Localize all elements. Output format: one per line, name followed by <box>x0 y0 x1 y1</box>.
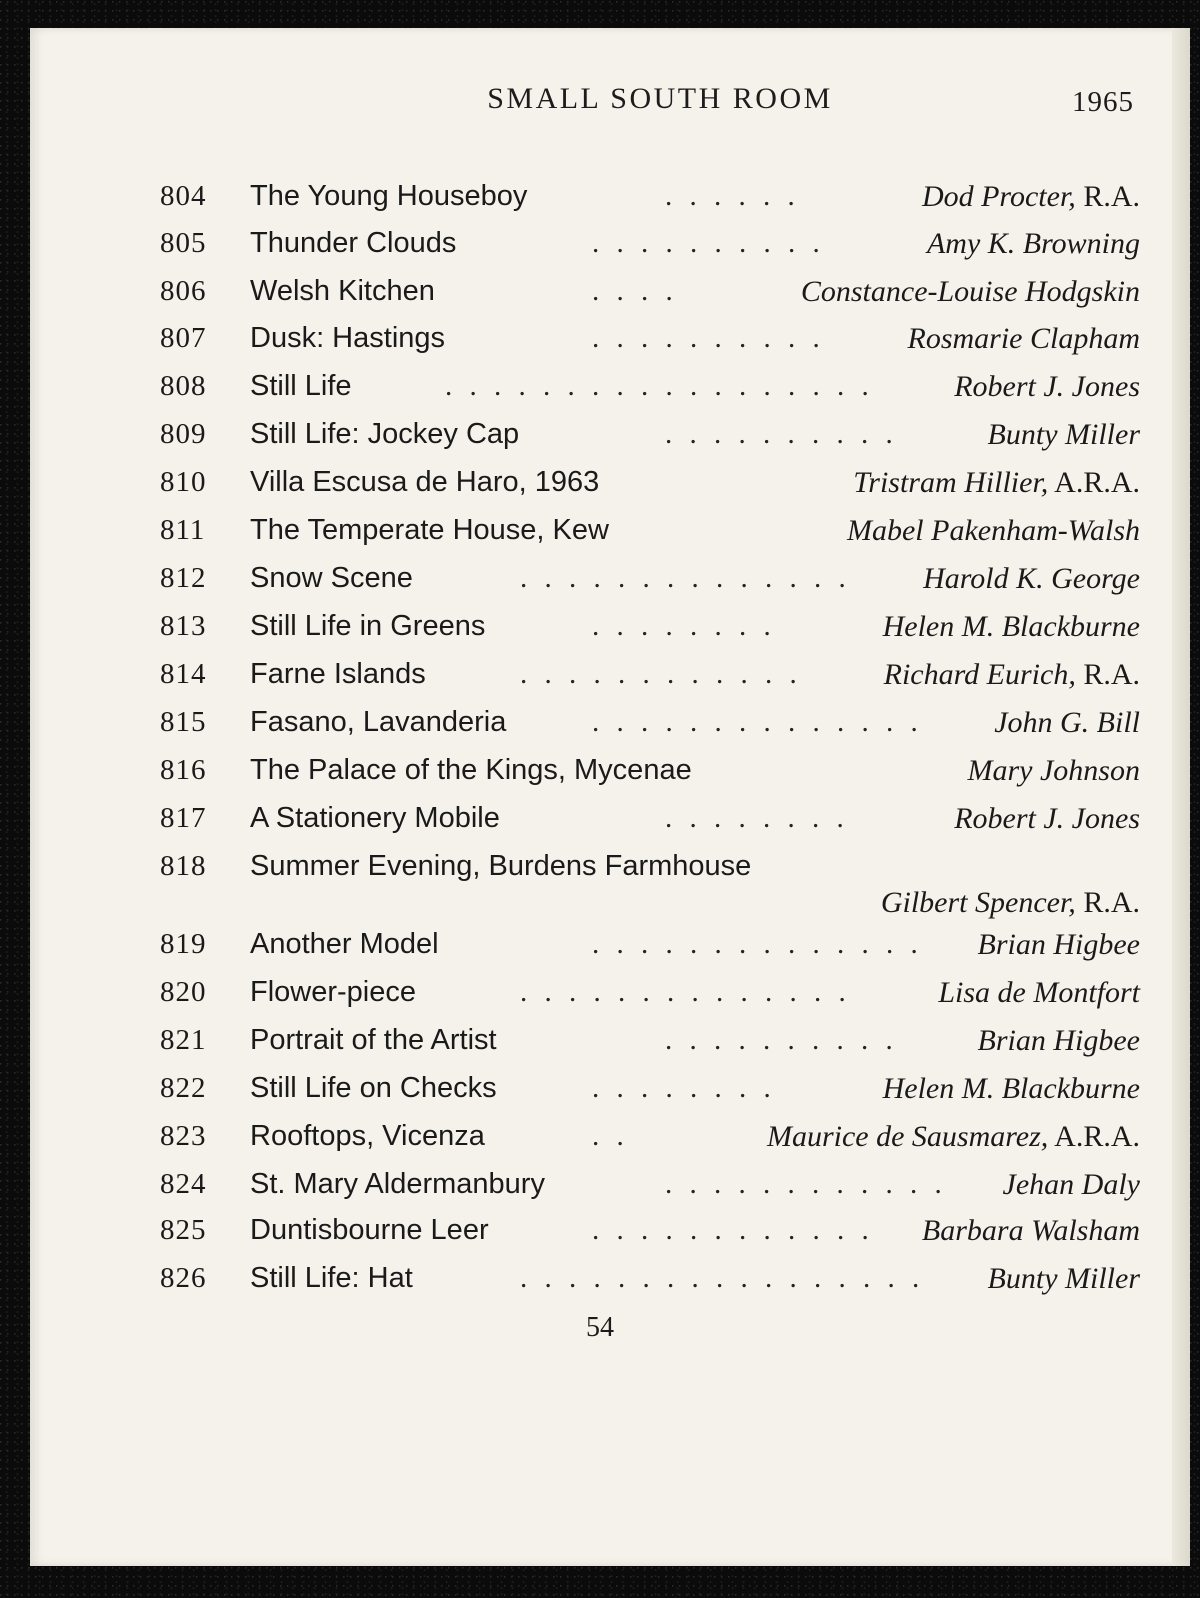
entry-number: 821 <box>160 1024 207 1056</box>
entry-artist <box>922 180 1140 214</box>
artist-name: Helen M. Blackburne <box>882 1072 1140 1105</box>
artist-honours: R.A. <box>1083 886 1140 919</box>
entry-artist <box>927 227 1140 261</box>
dot-leaders: . . . . . . <box>665 180 800 212</box>
dot-leaders: . . . . . . . . <box>592 1072 776 1104</box>
entry-title: Still Life <box>250 370 352 402</box>
artist-name: Bunty Miller <box>987 1262 1140 1295</box>
entry-number: 814 <box>160 658 207 690</box>
artist-name: Bunty Miller <box>987 418 1140 451</box>
dot-leaders: . . . . . . . . . . . . . . <box>592 928 923 960</box>
entry-title: St. Mary Aldermanbury <box>250 1168 545 1200</box>
entry-title: The Palace of the Kings, Mycenae <box>250 754 692 786</box>
entry-artist <box>853 466 1140 500</box>
entry-title: Dusk: Hastings <box>250 322 446 354</box>
dot-leaders: . . . . <box>592 275 678 307</box>
entry-number: 804 <box>160 180 207 212</box>
catalogue-entry <box>0 658 1200 698</box>
entry-number: 806 <box>160 275 207 307</box>
catalogue-entry <box>0 370 1200 410</box>
catalogue-entry <box>0 1214 1200 1254</box>
artist-name: Dod Procter, <box>921 180 1076 213</box>
entry-artist <box>1003 1168 1140 1202</box>
catalogue-entry <box>0 610 1200 650</box>
dot-leaders: . . . . . . . . <box>665 802 849 834</box>
entry-title: Still Life: Jockey Cap <box>250 418 520 450</box>
dot-leaders: . . . . . . . . . . . . . . . . . <box>520 1262 925 1294</box>
catalogue-entry <box>0 275 1200 315</box>
artist-name: Tristram Hillier, <box>853 466 1049 499</box>
artist-name: Brian Higbee <box>977 1024 1140 1057</box>
artist-name: Jehan Daly <box>1002 1168 1140 1201</box>
dot-leaders: . . <box>592 1120 629 1152</box>
running-head-room: SMALL SOUTH ROOM <box>487 82 833 115</box>
artist-honours: R.A. <box>1083 658 1140 691</box>
artist-honours: A.R.A. <box>1054 466 1140 499</box>
entry-number: 812 <box>160 562 207 594</box>
entry-title: Snow Scene <box>250 562 413 594</box>
artist-name: Robert J. Jones <box>954 802 1140 835</box>
entry-number: 815 <box>160 706 207 738</box>
catalogue-entry <box>0 322 1200 362</box>
catalogue-entry <box>0 754 1200 794</box>
catalogue-entry <box>0 562 1200 602</box>
entry-title: Flower-piece <box>250 976 416 1008</box>
entry-artist <box>978 928 1140 962</box>
entry-number: 822 <box>160 1072 207 1104</box>
entry-number: 816 <box>160 754 207 786</box>
catalogue-entry <box>0 976 1200 1016</box>
page-number: 54 <box>586 1312 614 1343</box>
artist-name: Gilbert Spencer, <box>880 886 1076 919</box>
catalogue-entry <box>0 1120 1200 1160</box>
dot-leaders: . . . . . . . . . . . . <box>520 658 802 690</box>
entry-number: 811 <box>160 514 206 546</box>
entry-title: Still Life on Checks <box>250 1072 497 1104</box>
entry-number: 805 <box>160 227 207 259</box>
entry-title: Another Model <box>250 928 439 960</box>
dot-leaders: . . . . . . . . . . . . <box>665 1168 947 1200</box>
entry-artist <box>988 1262 1140 1296</box>
catalogue-entry <box>0 706 1200 746</box>
entry-number: 810 <box>160 466 207 498</box>
entry-number: 807 <box>160 322 207 354</box>
entry-number: 826 <box>160 1262 207 1294</box>
dot-leaders: . . . . . . . . . . . . . . . . . . <box>445 370 874 402</box>
entry-title: Summer Evening, Burdens Farmhouse <box>250 850 752 882</box>
entry-artist <box>801 275 1140 309</box>
artist-name: John G. Bill <box>994 706 1140 739</box>
catalogue-entry <box>0 928 1200 968</box>
entry-artist <box>883 1072 1140 1106</box>
entry-artist <box>922 1214 1140 1248</box>
entry-title: Still Life in Greens <box>250 610 486 642</box>
catalogue-entry <box>0 1168 1200 1208</box>
entry-title: Welsh Kitchen <box>250 275 435 307</box>
entry-title: Portrait of the Artist <box>250 1024 497 1056</box>
entry-number: 809 <box>160 418 207 450</box>
dot-leaders: . . . . . . . . . . . . <box>592 1214 874 1246</box>
dot-leaders: . . . . . . . . . . . . . . <box>592 706 923 738</box>
entry-number: 823 <box>160 1120 207 1152</box>
artist-name: Mary Johnson <box>967 754 1140 787</box>
dot-leaders: . . . . . . . . . . <box>665 1024 898 1056</box>
dot-leaders: . . . . . . . . . . <box>665 418 898 450</box>
catalogue-entry <box>0 850 1200 919</box>
entry-number: 825 <box>160 1214 207 1246</box>
entry-number: 824 <box>160 1168 207 1200</box>
artist-name: Amy K. Browning <box>926 227 1140 260</box>
entry-number: 813 <box>160 610 207 642</box>
artist-name: Barbara Walsham <box>921 1214 1140 1247</box>
artist-honours: A.R.A. <box>1054 1120 1140 1153</box>
entry-artist <box>767 1120 1140 1154</box>
dot-leaders: . . . . . . . . . . <box>592 322 825 354</box>
entry-artist <box>968 754 1140 788</box>
entry-artist <box>847 514 1140 548</box>
entry-artist <box>908 322 1141 356</box>
entry-artist <box>954 370 1140 404</box>
artist-name: Mabel Pakenham-Walsh <box>847 514 1140 547</box>
entry-title: A Stationery Mobile <box>250 802 500 834</box>
running-head-year: 1965 <box>1072 86 1134 118</box>
entry-artist <box>954 802 1140 836</box>
entry-title: Farne Islands <box>250 658 426 690</box>
catalogue-entry <box>0 802 1200 842</box>
artist-name: Constance-Louise Hodgskin <box>800 275 1140 308</box>
catalogue-entry <box>0 418 1200 458</box>
entry-title: Villa Escusa de Haro, 1963 <box>250 466 600 498</box>
entry-title: Still Life: Hat <box>250 1262 413 1294</box>
artist-name: Helen M. Blackburne <box>882 610 1140 643</box>
entry-artist <box>938 976 1140 1010</box>
entry-title: Rooftops, Vicenza <box>250 1120 485 1152</box>
catalogue-entry <box>0 1262 1200 1302</box>
catalogue-entry <box>0 227 1200 267</box>
dot-leaders: . . . . . . . . . . <box>592 227 825 259</box>
entry-artist <box>883 610 1140 644</box>
entry-artist <box>988 418 1140 452</box>
catalogue-entry <box>0 466 1200 506</box>
artist-name: Lisa de Montfort <box>938 976 1140 1009</box>
entry-title: Thunder Clouds <box>250 227 457 259</box>
artist-honours: R.A. <box>1083 180 1140 213</box>
entry-number: 817 <box>160 802 207 834</box>
dot-leaders: . . . . . . . . <box>592 610 776 642</box>
catalogue-entry <box>0 1024 1200 1064</box>
artist-name: Harold K. George <box>923 562 1140 595</box>
artist-name: Rosmarie Clapham <box>907 322 1140 355</box>
entry-artist <box>994 706 1140 740</box>
artist-name: Richard Eurich, <box>883 658 1076 691</box>
entry-number: 819 <box>160 928 207 960</box>
entry-artist <box>978 1024 1140 1058</box>
entry-number: 808 <box>160 370 207 402</box>
artist-name: Robert J. Jones <box>954 370 1140 403</box>
entry-artist <box>884 658 1140 692</box>
entry-title: Fasano, Lavanderia <box>250 706 507 738</box>
entry-number: 820 <box>160 976 207 1008</box>
entry-title: The Young Houseboy <box>250 180 528 212</box>
entry-number: 818 <box>160 850 207 882</box>
catalogue-entry <box>0 180 1200 220</box>
entry-artist <box>881 886 1140 920</box>
entry-artist <box>923 562 1140 596</box>
entry-title: The Temperate House, Kew <box>250 514 609 546</box>
catalogue-entry <box>0 514 1200 554</box>
artist-name: Brian Higbee <box>977 928 1140 961</box>
dot-leaders: . . . . . . . . . . . . . . <box>520 562 851 594</box>
artist-name: Maurice de Sausmarez, <box>766 1120 1049 1153</box>
catalogue-entry <box>0 1072 1200 1112</box>
dot-leaders: . . . . . . . . . . . . . . <box>520 976 851 1008</box>
entry-title: Duntisbourne Leer <box>250 1214 489 1246</box>
